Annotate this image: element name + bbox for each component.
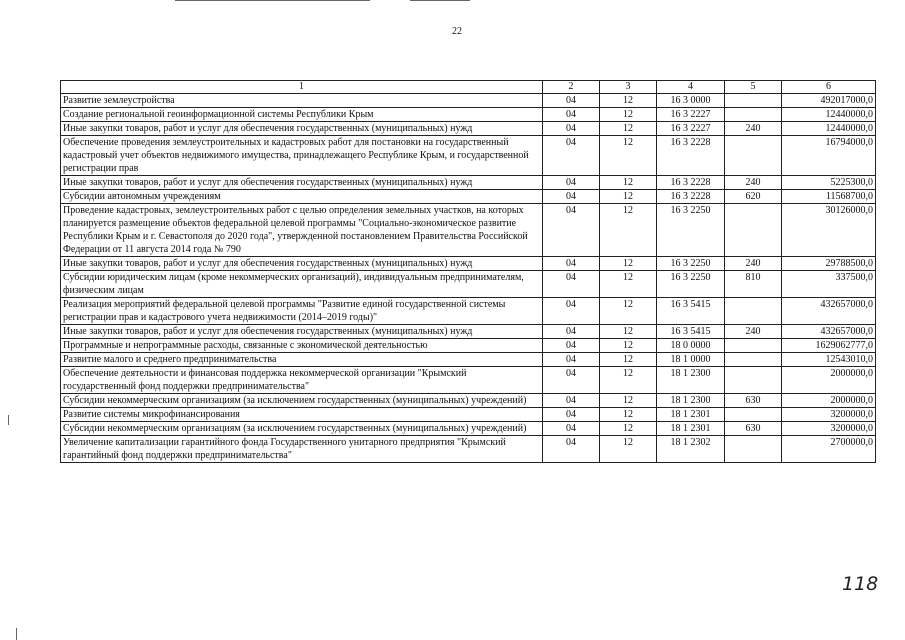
expense-type-cell bbox=[725, 204, 782, 257]
target-article-cell: 18 1 2301 bbox=[657, 408, 725, 422]
table-row bbox=[61, 325, 876, 339]
table-row bbox=[61, 176, 876, 190]
expense-type-cell bbox=[725, 408, 782, 422]
amount-cell: 2000000,0 bbox=[782, 367, 876, 394]
subsection-code-cell: 12 bbox=[600, 353, 657, 367]
section-code-cell: 04 bbox=[543, 298, 600, 325]
expense-type-cell: 240 bbox=[725, 325, 782, 339]
target-article-cell: 18 0 0000 bbox=[657, 339, 725, 353]
section-code-cell: 04 bbox=[543, 108, 600, 122]
row-name-cell: Проведение кадастровых, землеустроительных работ с целью определения земельных участков, на которых планируется размещение объектов федеральной целевой программы "Социально-экономическое развитие Республики Крым и г. Севастополя до 2020 года", утвержденной постановлением Правительства Российской Федерации от 11 августа 2014 года № 790 bbox=[61, 204, 543, 257]
row-name-cell: Развитие малого и среднего предпринимательства bbox=[61, 353, 543, 367]
section-code-cell: 04 bbox=[543, 190, 600, 204]
target-article-cell: 16 3 2228 bbox=[657, 176, 725, 190]
section-code-cell: 04 bbox=[543, 339, 600, 353]
target-article-cell: 16 3 0000 bbox=[657, 94, 725, 108]
target-article-cell: 18 1 2301 bbox=[657, 422, 725, 436]
subsection-code-cell: 12 bbox=[600, 122, 657, 136]
target-article-cell: 16 3 2250 bbox=[657, 271, 725, 298]
target-article-cell: 16 3 5415 bbox=[657, 325, 725, 339]
amount-cell: 12440000,0 bbox=[782, 108, 876, 122]
table-row bbox=[61, 353, 876, 367]
table-row bbox=[61, 108, 876, 122]
amount-cell: 432657000,0 bbox=[782, 325, 876, 339]
row-name-cell: Иные закупки товаров, работ и услуг для обеспечения государственных (муниципальных) нужд bbox=[61, 257, 543, 271]
section-code-cell: 04 bbox=[543, 136, 600, 176]
column-header: 2 bbox=[543, 81, 600, 94]
table-row bbox=[61, 122, 876, 136]
target-article-cell: 16 3 2228 bbox=[657, 190, 725, 204]
section-code-cell: 04 bbox=[543, 257, 600, 271]
row-name-cell: Создание региональной геоинформационной системы Республики Крым bbox=[61, 108, 543, 122]
table-row bbox=[61, 271, 876, 298]
column-header: 6 bbox=[782, 81, 876, 94]
subsection-code-cell: 12 bbox=[600, 136, 657, 176]
table-row bbox=[61, 367, 876, 394]
table-row bbox=[61, 298, 876, 325]
section-code-cell: 04 bbox=[543, 422, 600, 436]
row-name-cell: Иные закупки товаров, работ и услуг для обеспечения государственных (муниципальных) нужд bbox=[61, 122, 543, 136]
target-article-cell: 16 3 2227 bbox=[657, 122, 725, 136]
column-header: 5 bbox=[725, 81, 782, 94]
expense-type-cell: 630 bbox=[725, 422, 782, 436]
expense-type-cell bbox=[725, 367, 782, 394]
amount-cell: 432657000,0 bbox=[782, 298, 876, 325]
target-article-cell: 16 3 2228 bbox=[657, 136, 725, 176]
subsection-code-cell: 12 bbox=[600, 367, 657, 394]
budget-table bbox=[60, 80, 876, 463]
row-name-cell: Реализация мероприятий федеральной целевой программы "Развитие единой государственной системы регистрации прав и кадастрового учета недвижимости (2014–2019 годы)" bbox=[61, 298, 543, 325]
subsection-code-cell: 12 bbox=[600, 108, 657, 122]
table-row bbox=[61, 422, 876, 436]
section-code-cell: 04 bbox=[543, 204, 600, 257]
row-name-cell: Иные закупки товаров, работ и услуг для обеспечения государственных (муниципальных) нужд bbox=[61, 325, 543, 339]
subsection-code-cell: 12 bbox=[600, 176, 657, 190]
expense-type-cell bbox=[725, 298, 782, 325]
subsection-code-cell: 12 bbox=[600, 394, 657, 408]
amount-cell: 337500,0 bbox=[782, 271, 876, 298]
subsection-code-cell: 12 bbox=[600, 325, 657, 339]
amount-cell: 2000000,0 bbox=[782, 394, 876, 408]
amount-cell: 12543010,0 bbox=[782, 353, 876, 367]
table-row bbox=[61, 408, 876, 422]
row-name-cell: Обеспечение проведения землеустроительных и кадастровых работ для постановки на государственный кадастровый учет объектов недвижимого имущества, принадлежащего Республике Крым, и государственной регистрации прав bbox=[61, 136, 543, 176]
target-article-cell: 18 1 2300 bbox=[657, 367, 725, 394]
amount-cell: 30126000,0 bbox=[782, 204, 876, 257]
subsection-code-cell: 12 bbox=[600, 271, 657, 298]
row-name-cell: Субсидии некоммерческим организациям (за исключением государственных (муниципальных) учреждений) bbox=[61, 422, 543, 436]
expense-type-cell: 810 bbox=[725, 271, 782, 298]
expense-type-cell bbox=[725, 108, 782, 122]
section-code-cell: 04 bbox=[543, 436, 600, 463]
expense-type-cell bbox=[725, 353, 782, 367]
amount-cell: 3200000,0 bbox=[782, 408, 876, 422]
expense-type-cell: 240 bbox=[725, 257, 782, 271]
section-code-cell: 04 bbox=[543, 408, 600, 422]
row-name-cell: Обеспечение деятельности и финансовая поддержка некоммерческой организации "Крымский государственный фонд поддержки предпринимательства" bbox=[61, 367, 543, 394]
scan-artifact-top-line bbox=[175, 0, 370, 1]
subsection-code-cell: 12 bbox=[600, 339, 657, 353]
target-article-cell: 18 1 2302 bbox=[657, 436, 725, 463]
table-body bbox=[61, 94, 876, 463]
table-row bbox=[61, 94, 876, 108]
row-name-cell: Увеличение капитализации гарантийного фонда Государственного унитарного предприятия "Крымский гарантийный фонд поддержки предпринимательства" bbox=[61, 436, 543, 463]
column-header: 3 bbox=[600, 81, 657, 94]
scan-artifact-corner-mark bbox=[16, 628, 17, 640]
row-name-cell: Развитие землеустройства bbox=[61, 94, 543, 108]
amount-cell: 29788500,0 bbox=[782, 257, 876, 271]
scan-artifact-top-line bbox=[410, 0, 470, 1]
expense-type-cell: 240 bbox=[725, 122, 782, 136]
target-article-cell: 16 3 2250 bbox=[657, 204, 725, 257]
target-article-cell: 16 3 2227 bbox=[657, 108, 725, 122]
subsection-code-cell: 12 bbox=[600, 190, 657, 204]
column-header: 4 bbox=[657, 81, 725, 94]
expense-type-cell: 620 bbox=[725, 190, 782, 204]
table-row bbox=[61, 394, 876, 408]
amount-cell: 5225300,0 bbox=[782, 176, 876, 190]
section-code-cell: 04 bbox=[543, 367, 600, 394]
table-row bbox=[61, 436, 876, 463]
row-name-cell: Субсидии автономным учреждениям bbox=[61, 190, 543, 204]
expense-type-cell bbox=[725, 136, 782, 176]
table-row bbox=[61, 136, 876, 176]
table-row bbox=[61, 339, 876, 353]
table-row bbox=[61, 204, 876, 257]
table-header-row bbox=[61, 81, 876, 94]
row-name-cell: Субсидии юридическим лицам (кроме некоммерческих организаций), индивидуальным предпринимателям, физическим лицам bbox=[61, 271, 543, 298]
amount-cell: 3200000,0 bbox=[782, 422, 876, 436]
section-code-cell: 04 bbox=[543, 94, 600, 108]
target-article-cell: 18 1 0000 bbox=[657, 353, 725, 367]
target-article-cell: 18 1 2300 bbox=[657, 394, 725, 408]
section-code-cell: 04 bbox=[543, 353, 600, 367]
amount-cell: 11568700,0 bbox=[782, 190, 876, 204]
section-code-cell: 04 bbox=[543, 176, 600, 190]
amount-cell: 12440000,0 bbox=[782, 122, 876, 136]
target-article-cell: 16 3 2250 bbox=[657, 257, 725, 271]
expense-type-cell: 240 bbox=[725, 176, 782, 190]
subsection-code-cell: 12 bbox=[600, 94, 657, 108]
amount-cell: 1629062777,0 bbox=[782, 339, 876, 353]
subsection-code-cell: 12 bbox=[600, 257, 657, 271]
section-code-cell: 04 bbox=[543, 394, 600, 408]
amount-cell: 2700000,0 bbox=[782, 436, 876, 463]
expense-type-cell bbox=[725, 436, 782, 463]
scan-artifact-margin-mark bbox=[8, 415, 9, 425]
subsection-code-cell: 12 bbox=[600, 204, 657, 257]
table-row bbox=[61, 190, 876, 204]
expense-type-cell: 630 bbox=[725, 394, 782, 408]
page-number: 22 bbox=[452, 26, 462, 37]
amount-cell: 492017000,0 bbox=[782, 94, 876, 108]
row-name-cell: Программные и непрограммные расходы, связанные с экономической деятельностью bbox=[61, 339, 543, 353]
section-code-cell: 04 bbox=[543, 122, 600, 136]
subsection-code-cell: 12 bbox=[600, 422, 657, 436]
column-header: 1 bbox=[61, 81, 543, 94]
subsection-code-cell: 12 bbox=[600, 436, 657, 463]
row-name-cell: Субсидии некоммерческим организациям (за исключением государственных (муниципальных) учреждений) bbox=[61, 394, 543, 408]
expense-type-cell bbox=[725, 339, 782, 353]
subsection-code-cell: 12 bbox=[600, 408, 657, 422]
table-row bbox=[61, 257, 876, 271]
row-name-cell: Развитие системы микрофинансирования bbox=[61, 408, 543, 422]
target-article-cell: 16 3 5415 bbox=[657, 298, 725, 325]
subsection-code-cell: 12 bbox=[600, 298, 657, 325]
row-name-cell: Иные закупки товаров, работ и услуг для обеспечения государственных (муниципальных) нужд bbox=[61, 176, 543, 190]
section-code-cell: 04 bbox=[543, 271, 600, 298]
handwritten-page-number: 118 bbox=[842, 573, 879, 595]
section-code-cell: 04 bbox=[543, 325, 600, 339]
amount-cell: 16794000,0 bbox=[782, 136, 876, 176]
expense-type-cell bbox=[725, 94, 782, 108]
